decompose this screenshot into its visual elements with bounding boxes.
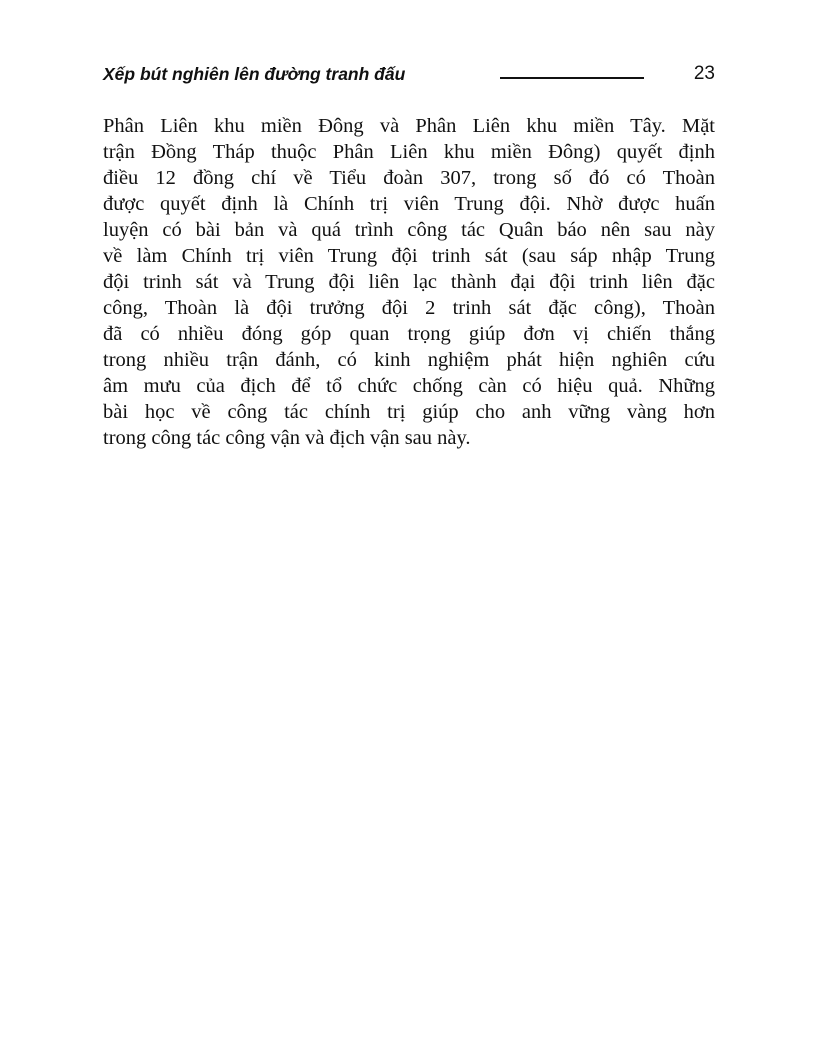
running-header (103, 62, 715, 88)
body-paragraph (103, 113, 715, 451)
running-header-title: Xếp bút nghiên lên đường tranh đấu (103, 64, 406, 84)
text-line: điều 12 đồng chí về Tiểu đoàn 307, trong số đó có Thoàn (103, 167, 715, 189)
text-line: đã có nhiều đóng góp quan trọng giúp đơn vị chiến thắng (103, 323, 715, 345)
page-number: 23 (693, 63, 715, 84)
text-line: đội trinh sát và Trung đội liên lạc thành đại đội trinh liên đặc (103, 271, 715, 293)
header-rule (500, 77, 644, 79)
text-line: âm mưu của địch để tổ chức chống càn có hiệu quả. Những (103, 375, 715, 397)
text-line: trong nhiều trận đánh, có kinh nghiệm phát hiện nghiên cứu (103, 349, 715, 371)
text-line: luyện có bài bản và quá trình công tác Quân báo nên sau này (103, 219, 715, 241)
text-line: Phân Liên khu miền Đông và Phân Liên khu miền Tây. Mặt (103, 115, 715, 137)
text-line: công, Thoàn là đội trưởng đội 2 trinh sát đặc công), Thoàn (103, 297, 715, 319)
text-line: trong công tác công vận và địch vận sau này. (103, 427, 471, 449)
text-line: bài học về công tác chính trị giúp cho anh vững vàng hơn (103, 401, 715, 423)
text-line: trận Đồng Tháp thuộc Phân Liên khu miền Đông) quyết định (103, 141, 715, 163)
text-line: về làm Chính trị viên Trung đội trinh sát (sau sáp nhập Trung (103, 245, 715, 267)
text-line: được quyết định là Chính trị viên Trung đội. Nhờ được huấn (103, 193, 715, 215)
